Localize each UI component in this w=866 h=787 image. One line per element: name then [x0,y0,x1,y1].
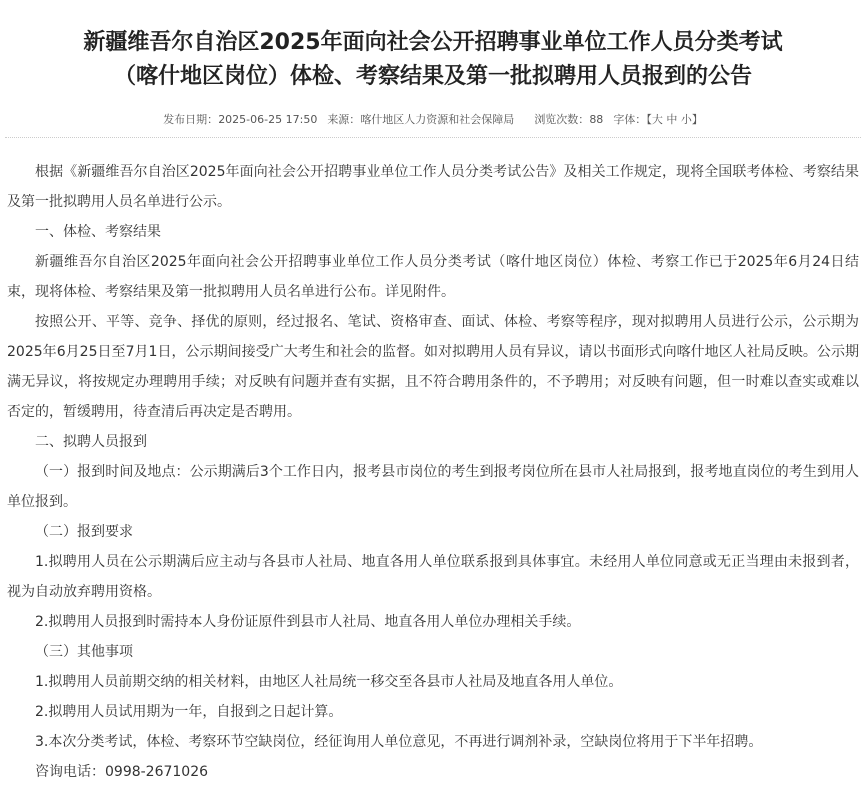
article-title-line-2: （喀什地区岗位）体检、考察结果及第一批拟聘用人员报到的公告 [113,64,752,89]
source-label: 来源： [327,113,361,126]
font-size-bracket-close: 】 [691,113,703,126]
body-paragraph: 1.拟聘用人员在公示期满后应主动与各县市人社局、地直各用人单位联系报到具体事宜。未经用人单位同意或无正当理由未报到者，视为自动放弃聘用资格。 [7,554,859,600]
font-size-large-link[interactable]: 大 [651,113,663,126]
publish-date-label: 发布日期： [163,113,219,126]
body-paragraph: 1.拟聘用人员前期交纳的相关材料，由地区人社局统一移交至各县市人社局及地直各用人单位。 [35,674,623,690]
publish-date: 2025-06-25 17:50 [218,113,318,126]
article-body [7,157,859,787]
source: 喀什地区人力资源和社会保障局 [360,113,515,126]
view-count-label: 浏览次数： [534,113,590,126]
body-paragraph: 根据《新疆维吾尔自治区2025年面向社会公开招聘事业单位工作人员分类考试公告》及相关工作规定，现将全国联考体检、考察结果及第一批拟聘用人员名单进行公示。 [7,164,859,210]
subsection-heading: （二）报到要求 [35,524,133,540]
font-size-small-link[interactable]: 小 [680,113,692,126]
body-paragraph: （一）报到时间及地点：公示期满后3个工作日内，报考县市岗位的考生到报考岗位所在县市人社局报到，报考地直岗位的考生到用人单位报到。 [7,464,859,510]
article-title-line-1: 新疆维吾尔自治区2025年面向社会公开招聘事业单位工作人员分类考试 [83,30,783,55]
meta-divider [5,137,861,138]
section-heading: 一、体检、考察结果 [35,224,161,240]
body-paragraph: 2.拟聘用人员报到时需持本人身份证原件到县市人社局、地直各用人单位办理相关手续。 [35,614,581,630]
article-title [0,26,866,94]
contact-phone: 咨询电话：0998-2671026 [35,764,209,780]
body-paragraph: 按照公开、平等、竞争、择优的原则，经过报名、笔试、资格审查、面试、体检、考察等程序，现对拟聘用人员进行公示，公示期为2025年6月25日至7月1日，公示期间接受广大考生和社会的监督。如对拟聘用人员有异议，请以书面形式向喀什地区人社局反映。公示期满无异议，将按规定办理聘用手续；对反映有问题并查有实据，且不符合聘用条件的，不予聘用；对反映有问题，但一时难以查实或难以否定的，暂缓聘用，待查清后再决定是否聘用。 [7,314,859,420]
font-size-bracket-open: 【 [646,113,652,126]
font-size-label: 字体： [613,113,647,126]
subsection-heading: （三）其他事项 [35,644,133,660]
body-paragraph: 新疆维吾尔自治区2025年面向社会公开招聘事业单位工作人员分类考试（喀什地区岗位）体检、考察工作已于2025年6月24日结束，现将体检、考察结果及第一批拟聘用人员名单进行公布。详见附件。 [7,254,859,300]
body-paragraph: 3.本次分类考试，体检、考察环节空缺岗位，经征询用人单位意见，不再进行调剂补录，空缺岗位将用于下半年招聘。 [35,734,763,750]
body-paragraph: 2.拟聘用人员试用期为一年，自报到之日起计算。 [35,704,343,720]
font-size-medium-link[interactable]: 中 [666,113,678,126]
view-count: 88 [589,113,604,126]
section-heading: 二、拟聘人员报到 [35,434,147,450]
article-meta [0,112,866,128]
